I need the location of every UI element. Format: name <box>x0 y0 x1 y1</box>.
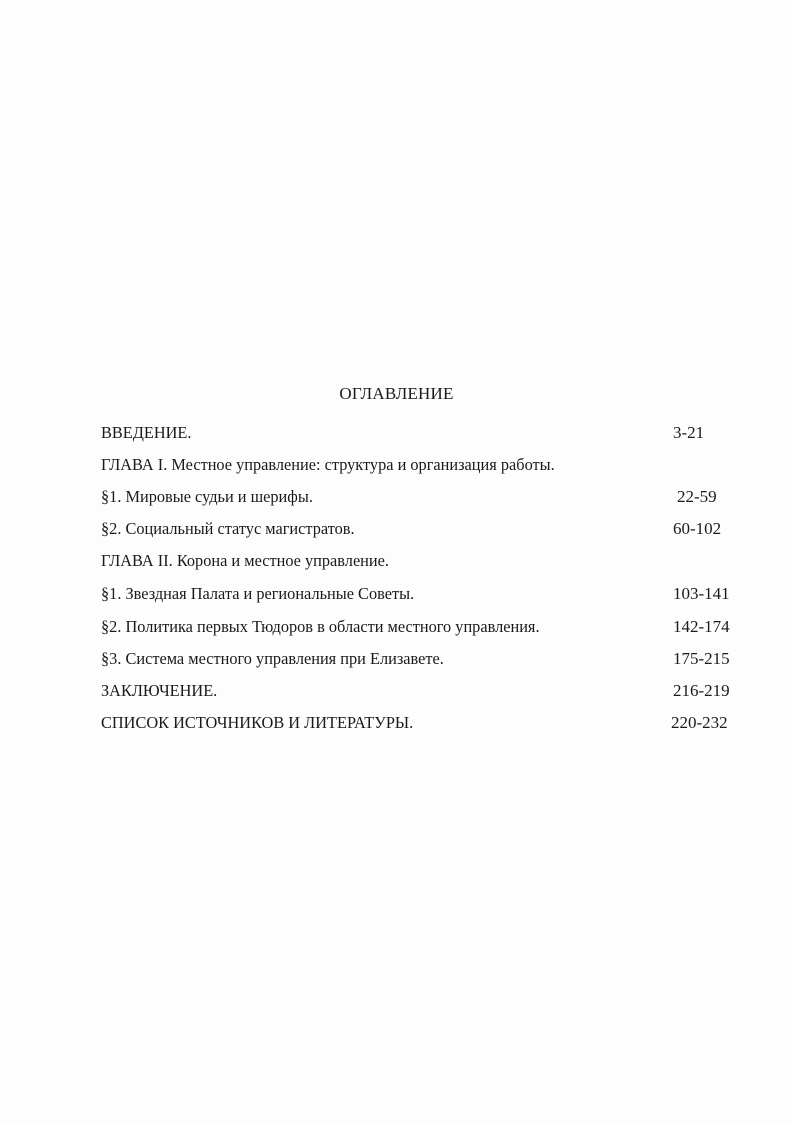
toc-entry-label: ВВЕДЕНИЕ. <box>101 423 192 442</box>
toc-entry <box>101 487 741 511</box>
toc-entry-label: СПИСОК ИСТОЧНИКОВ И ЛИТЕРАТУРЫ. <box>101 713 414 732</box>
toc-entry-pages: 175-215 <box>673 649 730 668</box>
toc-entry-label: §1. Мировые судьи и шерифы. <box>101 487 313 506</box>
toc-entry-pages: 216-219 <box>673 681 730 700</box>
toc-entry-label: §1. Звездная Палата и региональные Советы. <box>101 584 415 603</box>
toc-entry-label: ГЛАВА II. Корона и местное управление. <box>101 551 389 570</box>
toc-entry-label: ГЛАВА I. Местное управление: структура и организация работы. <box>101 455 555 474</box>
toc-entry-pages: 142-174 <box>673 617 730 636</box>
toc-entry <box>101 681 741 705</box>
toc-entry-pages: 103-141 <box>673 584 730 603</box>
toc-entry <box>101 617 741 641</box>
toc-entry-label: §2. Социальный статус магистратов. <box>101 519 355 538</box>
toc-entry <box>101 713 741 737</box>
toc-entry <box>101 649 741 673</box>
toc-entry-pages: 220-232 <box>671 713 728 732</box>
toc-entry-label: ЗАКЛЮЧЕНИЕ. <box>101 681 218 700</box>
toc-entry-label: §2. Политика первых Тюдоров в области местного управления. <box>101 617 540 636</box>
toc-entry <box>101 584 741 608</box>
toc-title: ОГЛАВЛЕНИЕ <box>339 384 454 403</box>
toc-entry <box>101 423 741 447</box>
toc-entry <box>101 519 741 543</box>
toc-entry-pages: 22-59 <box>677 487 717 506</box>
toc-entry <box>101 455 741 479</box>
toc-entry <box>101 551 741 575</box>
toc-entry-label: §3. Система местного управления при Елизавете. <box>101 649 444 668</box>
toc-entry-pages: 60-102 <box>673 519 722 538</box>
toc-entry-pages: 3-21 <box>673 423 705 442</box>
